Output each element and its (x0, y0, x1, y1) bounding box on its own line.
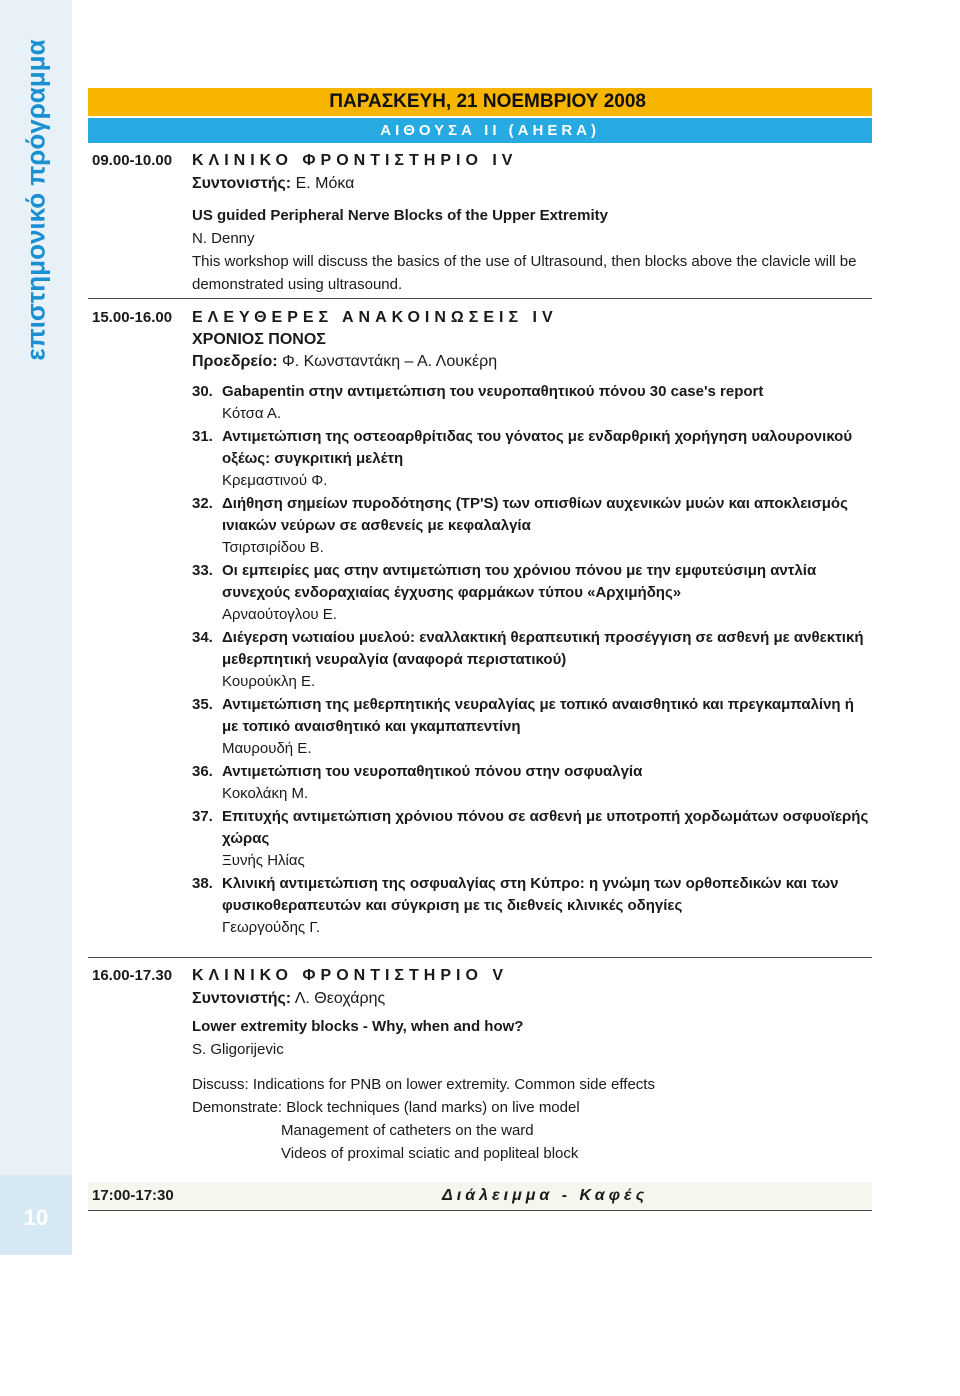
divider (88, 298, 872, 299)
abstract-author: Κοκολάκη Μ. (222, 785, 309, 802)
abstract-author: Κρεμαστινού Φ. (222, 472, 328, 489)
speaker: N. Denny (192, 230, 255, 247)
session-subtitle: ΧΡΟΝΙΟΣ ΠΟΝΟΣ (192, 331, 326, 348)
speaker: S. Gligorijevic (192, 1041, 284, 1058)
page-number: 10 (23, 1205, 49, 1230)
talk-title: Lower extremity blocks - Why, when and how? (192, 1018, 524, 1035)
coordinator-name: Λ. Θεοχάρης (291, 990, 386, 1007)
abstract-title: συνεχούς ενδοραχιαίας έγχυσης φαρμάκων τύπου «Αρχιμήδης» (222, 584, 682, 601)
description-line: demonstrated using ultrasound. (192, 276, 403, 293)
coordinator (192, 989, 385, 1009)
chair-label: Προεδρείο: (192, 353, 278, 370)
chair-names: Φ. Κωνσταντάκη – Α. Λουκέρη (277, 353, 498, 370)
chair (192, 352, 497, 372)
abstract-title: Οι εμπειρίες μας στην αντιμετώπιση του χρόνιου πόνου με την εμφυτεύσιμη αντλία (222, 562, 817, 579)
session-time: 15.00-16.00 (92, 309, 173, 326)
abstract-title: οξέως: συγκριτική μελέτη (222, 450, 404, 467)
abstract-title: Αντιμετώπιση του νευροπαθητικού πόνου στην οσφυαλγία (222, 763, 643, 780)
abstract-number: 34. (192, 629, 213, 646)
abstract-number: 35. (192, 696, 213, 713)
abstract-author: Αρναούτογλου Ε. (222, 606, 337, 623)
abstract-title: Gabapentin στην αντιμετώπιση του νευροπαθητικού πόνου 30 case's report (222, 383, 764, 400)
abstract-number: 37. (192, 808, 213, 825)
abstract-author: Τσιρτσιρίδου Β. (222, 539, 324, 556)
divider (88, 957, 872, 958)
coordinator (192, 174, 354, 194)
abstract-author: Ξυνής Ηλίας (222, 852, 305, 869)
coordinator-label: Συντονιστής: (192, 990, 292, 1007)
description-line: This workshop will discuss the basics of the use of Ultrasound, then blocks above the clavicle will be (192, 253, 857, 270)
talk-title: US guided Peripheral Nerve Blocks of the Upper Extremity (192, 207, 608, 224)
abstract-title: φυσικοθεραπευτών και σύγκριση με τις διεθνείς κλινικές οδηγίες (222, 897, 683, 914)
abstract-author: Γεωργούδης Γ. (222, 919, 321, 936)
demo-line: Videos of proximal sciatic and popliteal block (281, 1145, 579, 1162)
demo-line: Management of catheters on the ward (281, 1122, 534, 1139)
session-title: ΚΛΙΝΙΚΟ ΦΡΟΝΤΙΣΤΗΡΙΟ ΙV (192, 152, 518, 169)
sidebar-title: επιστημονικό πρόγραμμα (20, 39, 51, 361)
divider (88, 1210, 872, 1211)
demo-line: Demonstrate: Block techniques (land marks) on live model (192, 1099, 580, 1116)
abstract-title: Διέγερση νωτιαίου μυελού: εναλλακτική θεραπευτική προσέγγιση σε ασθενή με ανθεκτική (222, 629, 864, 646)
abstract-title: χώρας (222, 830, 270, 847)
coordinator-name: Ε. Μόκα (291, 175, 355, 192)
break-title: Διάλειμμα - Καφές (442, 1187, 649, 1204)
abstract-title: Διήθηση σημείων πυροδότησης (TP'S) των οπισθίων αυχενικών μυών και αποκλεισμός (222, 495, 848, 512)
coordinator-label: Συντονιστής: (192, 175, 292, 192)
session-time: 16.00-17.30 (92, 967, 173, 984)
abstract-number: 33. (192, 562, 213, 579)
abstract-title: με τοπικό αναισθητικό και γκαμπαπεντίνη (222, 718, 521, 735)
abstract-title: μεθερπητική νευραλγία (αναφορά περιστατικού) (222, 651, 567, 668)
abstract-title: ινιακών νεύρων σε ασθενείς με κεφαλαλγία (222, 517, 531, 534)
abstract-number: 31. (192, 428, 213, 445)
abstract-author: Κότσα Α. (222, 405, 282, 422)
abstract-author: Μαυρουδή Ε. (222, 740, 312, 757)
session-time: 09.00-10.00 (92, 152, 173, 169)
session-title: ΕΛΕΥΘΕΡΕΣ ΑΝΑΚΟΙΝΩΣΕΙΣ ΙV (192, 309, 558, 326)
abstract-author: Κουρούκλη Ε. (222, 673, 316, 690)
session-title: ΚΛΙΝΙΚΟ ΦΡΟΝΤΙΣΤΗΡΙΟ V (192, 967, 509, 984)
abstract-number: 38. (192, 875, 213, 892)
abstract-title: Επιτυχής αντιμετώπιση χρόνιου πόνου σε ασθενή με υποτροπή χορδωμάτων οσφυοϊερής (222, 808, 869, 825)
break-time: 17:00-17:30 (92, 1187, 174, 1204)
abstract-number: 32. (192, 495, 213, 512)
abstract-number: 36. (192, 763, 213, 780)
abstract-title: Αντιμετώπιση της μεθερπητικής νευραλγίας με τοπικό αναισθητικό και πρεγκαμπαλίνη ή (222, 696, 854, 713)
day-header: ΠΑΡΑΣΚΕΥΗ, 21 ΝΟΕΜΒΡΙΟΥ 2008 (88, 88, 872, 116)
abstract-title: Αντιμετώπιση της οστεοαρθρίτιδας του γόνατος με ενδαρθρική χορήγηση υαλουρονικού (222, 428, 853, 445)
hall-header: ΑΙΘΟΥΣΑ ΙΙ (AHERA) (88, 118, 872, 143)
discuss-line: Discuss: Indications for PNB on lower extremity. Common side effects (192, 1076, 655, 1093)
abstract-number: 30. (192, 383, 213, 400)
sidebar (0, 0, 72, 1246)
abstract-title: Κλινική αντιμετώπιση της οσφυαλγίας στη Κύπρο: η γνώμη των ορθοπεδικών και των (222, 875, 839, 892)
